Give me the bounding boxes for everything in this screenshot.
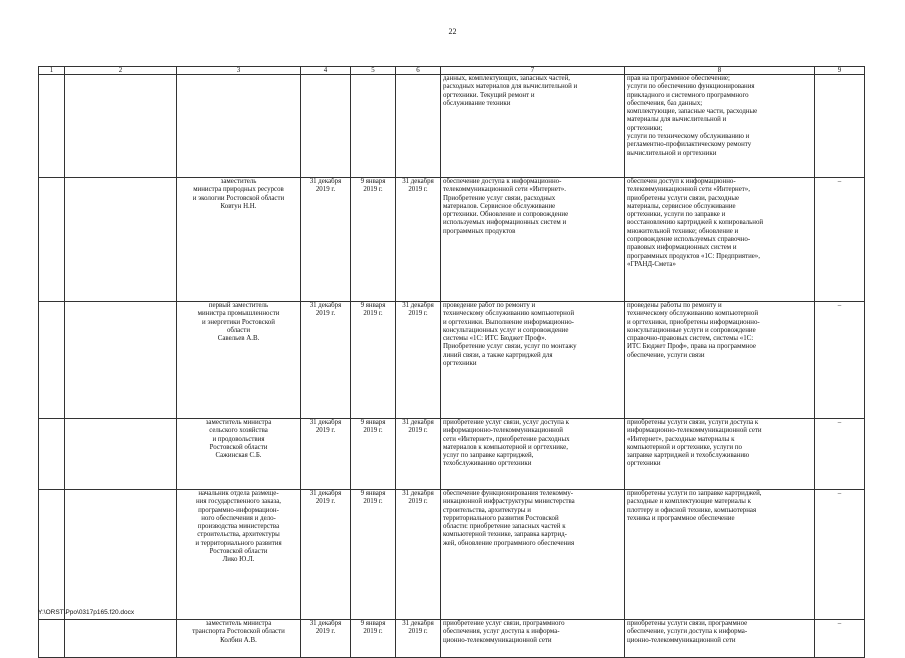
report-table	[38, 66, 865, 658]
cell-planned-activity	[441, 75, 625, 178]
cell-index	[39, 75, 65, 178]
file-path-footer: Y:\ORST\Ppo\0317p165.f20.docx	[38, 609, 135, 616]
cell-responsible	[177, 75, 301, 178]
table-row	[39, 178, 865, 302]
cell-line: 2019 г.	[363, 186, 383, 194]
cell-index	[39, 490, 65, 620]
cell-name	[65, 178, 177, 302]
cell-completed-activity	[625, 178, 815, 302]
cell-line: обеспечение функционирования телекомму-	[443, 490, 574, 497]
cell-line: приобретены услуги связи, расходные	[627, 194, 740, 202]
cell-line: оргтехники. Обновление и сопровождение	[443, 211, 569, 219]
cell-line: телекоммуникационной сети «Интернет»,	[627, 186, 750, 194]
cell-line: приобретены услуги связи, программное	[627, 620, 748, 627]
cell-line: информационно-телекоммуникационной	[443, 427, 563, 435]
cell-line: 2019 г.	[315, 186, 336, 194]
cell-line: сельского хозяйства	[209, 427, 268, 435]
cell-line: услуг по заправке картриджей,	[443, 452, 534, 460]
cell-line: приобретение услуг связи, программного	[443, 620, 565, 627]
cell-line: ционно-телекоммуникационной сети	[627, 636, 736, 644]
cell-line: и территориального развития	[195, 539, 282, 547]
cell-line: 9 января	[360, 620, 386, 627]
cell-line: 2019 г.	[408, 310, 428, 318]
cell-line: территориального развития Ростовской	[443, 514, 559, 522]
column-header: 4	[301, 67, 351, 75]
cell-line: и продовольствия	[212, 435, 265, 443]
cell-end-date	[396, 75, 441, 178]
cell-line: материалов к компьютерной и оргтехнике,	[443, 443, 568, 451]
cell-line: Приобретение услуг связи, услуг по монтажу	[443, 343, 577, 351]
cell-line: Лико Ю.Л.	[222, 556, 255, 564]
column-header: 8	[625, 67, 815, 75]
column-header: 1	[39, 67, 65, 75]
cell-line: оргтехники;	[627, 124, 663, 132]
cell-line: 2019 г.	[408, 628, 428, 636]
cell-completed-activity	[625, 419, 815, 490]
cell-line: обеспечение, услуги доступа к информа-	[627, 628, 748, 636]
cell-line: приобретены услуги по заправке картриджей,	[627, 490, 762, 497]
cell-line: проведение работ по ремонту и	[443, 302, 536, 309]
cell-line: заместитель министра	[205, 419, 272, 426]
cell-line: оргтехники	[627, 460, 661, 468]
cell-line: Приобретение услуг связи, расходных	[443, 194, 556, 202]
cell-line: техобслуживанию оргтехники	[443, 460, 532, 468]
column-header: 9	[815, 67, 865, 75]
cell-line: 31 декабря	[402, 302, 434, 309]
cell-line: заместитель министра	[205, 620, 272, 627]
cell-line: производства министерства	[197, 523, 280, 531]
cell-line: вычислительной и оргтехники	[627, 149, 717, 157]
cell-start-date	[351, 419, 396, 490]
cell-planned-activity	[441, 620, 625, 658]
cell-deadline	[301, 490, 351, 620]
cell-line: программно-информацион-	[198, 506, 279, 514]
cell-line: 2019 г.	[315, 628, 336, 636]
cell-line: расходных материалов для вычислительной и	[443, 83, 578, 91]
cell-line: ИТС Бюджет Проф», права на программное	[627, 343, 756, 351]
cell-line: области	[226, 326, 251, 334]
cell-line: прикладного и системного программного	[627, 91, 749, 99]
cell-completed-activity	[625, 75, 815, 178]
column-header: 5	[351, 67, 396, 75]
table-row	[39, 490, 865, 620]
cell-line: 31 декабря	[309, 419, 342, 426]
cell-line: Колбин А.В.	[220, 636, 257, 644]
cell-line: восстановлению картриджей к копировальной	[627, 219, 764, 227]
cell-line: области: приобретение запасных частей к	[443, 523, 566, 531]
cell-line: 9 января	[360, 490, 386, 497]
cell-responsible	[177, 178, 301, 302]
cell-line: Савельев А.В.	[217, 335, 260, 343]
cell-line: и оргтехники, приобретены информационно-	[627, 318, 760, 326]
cell-end-date	[396, 419, 441, 490]
cell-name	[65, 302, 177, 419]
cell-line: обслуживание техники	[443, 99, 511, 107]
page-number: 22	[448, 27, 457, 36]
cell-line: заправке картриджей и техобслуживанию	[627, 452, 750, 460]
cell-end-date	[396, 178, 441, 302]
column-number-row	[39, 67, 865, 75]
cell-line: приобретены услуги связи, услуги доступа к	[627, 419, 759, 426]
cell-deadline	[301, 302, 351, 419]
cell-line: прав на программное обеспечение;	[627, 75, 730, 82]
cell-line: и экологии Ростовской области	[192, 194, 285, 202]
cell-name	[65, 490, 177, 620]
cell-line: материалов. Сервисное обслуживание	[443, 202, 556, 210]
cell-name	[65, 75, 177, 178]
cell-line: линий связи, а также картриджей для	[443, 351, 553, 359]
column-header: 3	[177, 67, 301, 75]
cell-line: ного обеспечения и дело-	[201, 514, 276, 522]
cell-line: 31 декабря	[402, 490, 434, 497]
cell-line: Ковтун Н.Н.	[220, 202, 257, 210]
cell-start-date	[351, 302, 396, 419]
cell-line: 2019 г.	[363, 498, 383, 506]
cell-line: оргтехники, услуги по заправке и	[627, 211, 726, 219]
cell-line: строительства, архитектуры и	[443, 506, 531, 514]
cell-end-date	[396, 620, 441, 658]
cell-line: «ГРАНД-Смета»	[627, 260, 676, 268]
cell-name	[65, 419, 177, 490]
cell-line: консультационные услуги и сопровождение	[627, 326, 756, 334]
cell-line: данных, комплектующих, запасных частей,	[443, 75, 571, 82]
cell-note	[815, 75, 865, 178]
table-row	[39, 302, 865, 419]
cell-line: начальник отдела размеще-	[198, 490, 279, 497]
cell-line: материалы, сервисное обслуживание	[627, 202, 736, 210]
cell-planned-activity	[441, 302, 625, 419]
column-header: 7	[441, 67, 625, 75]
cell-line: системы «1С: ИТС Бюджет Проф».	[443, 335, 547, 343]
cell-responsible	[177, 490, 301, 620]
cell-line: министра промышленности	[197, 310, 280, 318]
cell-line: компьютерной и оргтехнике, услуги по	[627, 443, 742, 451]
cell-line: 2019 г.	[363, 427, 383, 435]
cell-line: оргтехники. Текущий ремонт и	[443, 91, 535, 99]
cell-index	[39, 302, 65, 419]
cell-responsible	[177, 419, 301, 490]
cell-line: обеспечение доступа к информационно-	[443, 178, 562, 185]
cell-line: программных продуктов «1С: Предприятие»,	[627, 252, 760, 260]
cell-start-date	[351, 490, 396, 620]
cell-line: ния государственного заказа,	[195, 498, 282, 506]
cell-line: 31 декабря	[309, 302, 342, 309]
cell-line: «Интернет», расходные материалы к	[627, 435, 735, 443]
cell-line: информационно-телекоммуникационной сети	[627, 427, 762, 435]
cell-deadline	[301, 178, 351, 302]
cell-note: –	[815, 302, 865, 419]
table-body	[39, 75, 865, 658]
cell-completed-activity	[625, 490, 815, 620]
table-row	[39, 75, 865, 178]
cell-line: множительной технике; обновление и	[627, 227, 739, 235]
cell-index	[39, 178, 65, 302]
cell-responsible	[177, 302, 301, 419]
cell-line: жей, обновление программного обеспечения	[443, 539, 575, 547]
cell-line: 31 декабря	[309, 178, 342, 185]
cell-line: компьютерной технике, заправка картрид-	[443, 531, 567, 539]
cell-line: регламентно-профилактическому ремонту	[627, 141, 752, 149]
cell-line: услуги по обеспечению функционирования	[627, 83, 755, 91]
cell-line: транспорта Ростовской области	[192, 628, 285, 636]
cell-line: программных продуктов	[443, 227, 516, 235]
cell-line: телекоммуникационной сети «Интернет».	[443, 186, 566, 194]
cell-start-date	[351, 620, 396, 658]
cell-line: 2019 г.	[408, 498, 428, 506]
cell-line: 2019 г.	[315, 498, 336, 506]
cell-line: расходные и комплектующие материалы к	[627, 498, 751, 506]
cell-line: проведены работы по ремонту и	[627, 302, 722, 309]
table-row	[39, 419, 865, 490]
cell-line: комплектующие, запасные части, расходные	[627, 108, 758, 116]
cell-line: 2019 г.	[315, 310, 336, 318]
cell-line: 2019 г.	[363, 628, 383, 636]
cell-line: и оргтехники. Выполнение информационно-	[443, 318, 574, 326]
cell-name	[65, 620, 177, 658]
cell-line: 31 декабря	[309, 490, 342, 497]
cell-deadline	[301, 620, 351, 658]
cell-end-date	[396, 302, 441, 419]
cell-note: –	[815, 620, 865, 658]
cell-line: 31 декабря	[309, 620, 342, 627]
cell-planned-activity	[441, 490, 625, 620]
cell-index	[39, 620, 65, 658]
cell-line: плоттеру и офисной технике, компьютерная	[627, 506, 757, 514]
cell-line: 9 января	[360, 302, 386, 309]
cell-line: 31 декабря	[402, 178, 434, 185]
cell-line: 31 декабря	[402, 419, 434, 426]
cell-line: сопровождение используемых справочно-	[627, 236, 751, 244]
cell-line: приобретение услуг связи, услуг доступа к	[443, 419, 569, 426]
cell-note: –	[815, 490, 865, 620]
cell-start-date	[351, 178, 396, 302]
cell-line: 2019 г.	[408, 427, 428, 435]
cell-note: –	[815, 419, 865, 490]
cell-line: справочно-правовых систем, системы «1С:	[627, 335, 754, 343]
cell-line: строительства, архитектуры	[197, 531, 280, 539]
cell-line: 9 января	[360, 178, 386, 185]
cell-planned-activity	[441, 419, 625, 490]
cell-line: консультационных услуг и сопровождение	[443, 326, 569, 334]
cell-note: –	[815, 178, 865, 302]
cell-line: 2019 г.	[408, 186, 428, 194]
cell-line: первый заместитель	[208, 302, 269, 309]
cell-line: Ростовской области	[209, 443, 268, 451]
cell-deadline	[301, 419, 351, 490]
cell-line: заместитель	[220, 178, 257, 185]
table-row	[39, 620, 865, 658]
cell-line: услуги по техническому обслуживанию и	[627, 133, 750, 141]
cell-line: сети «Интернет», приобретение расходных	[443, 435, 570, 443]
cell-line: обеспечение, услуги связи	[627, 351, 705, 359]
cell-deadline	[301, 75, 351, 178]
cell-line: Ростовской области	[209, 548, 268, 556]
cell-line: 2019 г.	[363, 310, 383, 318]
cell-line: 2019 г.	[315, 427, 336, 435]
cell-end-date	[396, 490, 441, 620]
cell-line: министра природных ресурсов	[193, 186, 284, 194]
cell-completed-activity	[625, 620, 815, 658]
cell-line: обеспечения, услуг доступа к информа-	[443, 628, 560, 636]
cell-line: ционно-телекоммуникационной сети	[443, 636, 552, 644]
cell-index	[39, 419, 65, 490]
cell-line: никационной инфраструктуры министерства	[443, 498, 575, 506]
cell-line: обеспечения, баз данных;	[627, 99, 703, 107]
cell-line: 31 декабря	[402, 620, 434, 627]
cell-line: техническому обслуживанию компьютерной	[627, 310, 759, 318]
cell-line: техническому обслуживанию компьютерной	[443, 310, 575, 318]
cell-line: обеспечен доступ к информационно-	[627, 178, 736, 185]
cell-line: материалы для вычислительной и	[627, 116, 727, 124]
cell-line: техника и программное обеспечение	[627, 514, 735, 522]
cell-planned-activity	[441, 178, 625, 302]
column-header: 2	[65, 67, 177, 75]
column-header: 6	[396, 67, 441, 75]
cell-line: Сажинская С.Б.	[215, 452, 262, 460]
cell-line: оргтехники	[443, 360, 477, 368]
cell-start-date	[351, 75, 396, 178]
cell-completed-activity	[625, 302, 815, 419]
cell-line: и энергетики Ростовской	[202, 318, 275, 326]
cell-responsible	[177, 620, 301, 658]
cell-line: 9 января	[360, 419, 386, 426]
cell-line: правовых информационных систем и	[627, 244, 737, 252]
cell-line: используемых информационных систем и	[443, 219, 567, 227]
